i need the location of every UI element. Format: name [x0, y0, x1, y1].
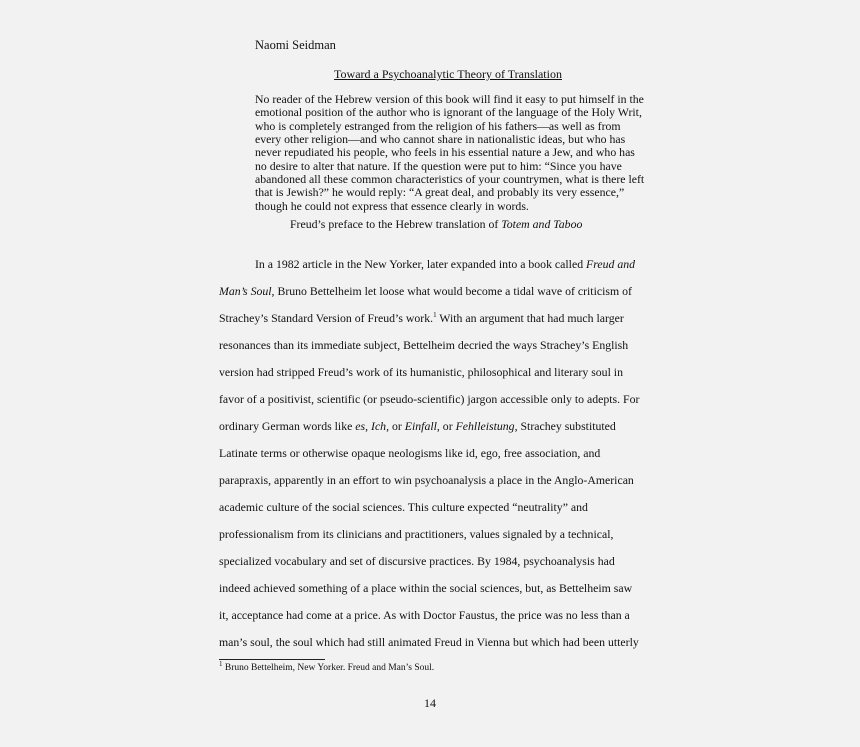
body-line — [219, 419, 616, 434]
body-text: In a 1982 article in the New Yorker, later expanded into a book called — [255, 257, 587, 271]
body-line — [255, 257, 635, 272]
epigraph-line: every other religion—and who cannot share in nationalistic ideas, but who has — [255, 132, 626, 147]
body-line: specialized vocabulary and set of discursive practices. By 1984, psychoanalysis had — [219, 554, 615, 568]
footnote-divider — [219, 659, 325, 660]
body-line: Latinate terms or otherwise opaque neologisms like id, ego, free association, and — [219, 446, 601, 460]
body-text: , Bruno Bettelheim let loose what would become a tidal wave of criticism of — [271, 284, 632, 298]
body-text: , or — [386, 419, 405, 433]
body-text: , Strachey substituted — [514, 419, 616, 433]
german-term: Ich — [371, 419, 387, 433]
body-line: parapraxis, apparently in an effort to win psychoanalysis a place in the Anglo-American — [219, 473, 634, 487]
book-title: Freud and — [586, 257, 636, 271]
body-text: Strachey’s Standard Version of Freud’s work. — [219, 311, 434, 325]
book-title: Man’s Soul — [219, 284, 272, 298]
epigraph-line: never repudiated his people, who feels in his essential nature a Jew, and who has — [255, 145, 635, 160]
epigraph-line: no desire to alter that nature. If the question were put to him: “Since you have — [255, 158, 622, 173]
german-term: Fehlleistung — [455, 419, 515, 433]
attribution-work-title: Totem and Taboo — [501, 217, 583, 231]
footnote — [219, 659, 435, 673]
german-term: Einfall — [404, 419, 437, 433]
epigraph-line: who is completely estranged from the religion of his fathers—as well as from — [255, 118, 621, 133]
body-text: , or — [436, 419, 456, 433]
page-number: 14 — [424, 696, 436, 710]
epigraph-line: though he could not express that essence clearly in words. — [255, 198, 529, 213]
epigraph-block — [255, 93, 655, 213]
body-line: it, acceptance had come at a price. As with Doctor Faustus, the price was no less than a — [219, 608, 630, 622]
epigraph-line: No reader of the Hebrew version of this book will find it easy to put himself in the — [255, 92, 644, 106]
epigraph-attribution — [290, 217, 582, 232]
author-name: Naomi Seidman — [255, 38, 336, 52]
body-line: resonances than its immediate subject, Bettelheim decried the ways Strachey’s English — [219, 338, 629, 352]
body-text: With an argument that had much larger — [436, 311, 624, 325]
body-line: version had stripped Freud’s work of its humanistic, philosophical and literary soul in — [219, 365, 623, 379]
body-line: academic culture of the social sciences. This culture expected “neutrality” and — [219, 500, 588, 514]
body-line — [219, 284, 632, 299]
body-text: , — [365, 419, 372, 433]
footnote-marker: 1 — [219, 659, 223, 668]
footnote-ref[interactable]: 1 — [433, 311, 437, 320]
attribution-text: Freud’s preface to the Hebrew translation of — [290, 217, 502, 231]
body-line: favor of a positivist, scientific (or pseudo-scientific) jargon accessible only to adepts. For — [219, 392, 640, 406]
epigraph-line: that is Jewish?” he would reply: “A great deal, and probably its very essence,” — [255, 185, 625, 200]
german-term: es — [355, 419, 366, 433]
body-text: ordinary German words like — [219, 419, 356, 433]
epigraph-line: abandoned all these common characteristics of your countrymen, what is there left — [255, 172, 645, 187]
epigraph-line: emotional position of the author who is ignorant of the language of the Holy Writ, — [255, 105, 642, 120]
footnote-text: Bruno Bettelheim, New Yorker. Freud and Man’s Soul. — [222, 663, 435, 673]
article-title: Toward a Psychoanalytic Theory of Translation — [334, 67, 562, 81]
body-line: man’s soul, the soul which had still animated Freud in Vienna but which had been utterly — [219, 635, 639, 649]
body-line: professionalism from its clinicians and practitioners, values signaled by a technical, — [219, 527, 614, 541]
body-line — [219, 311, 624, 326]
body-line: indeed achieved something of a place within the social sciences, but, as Bettelheim saw — [219, 581, 633, 595]
